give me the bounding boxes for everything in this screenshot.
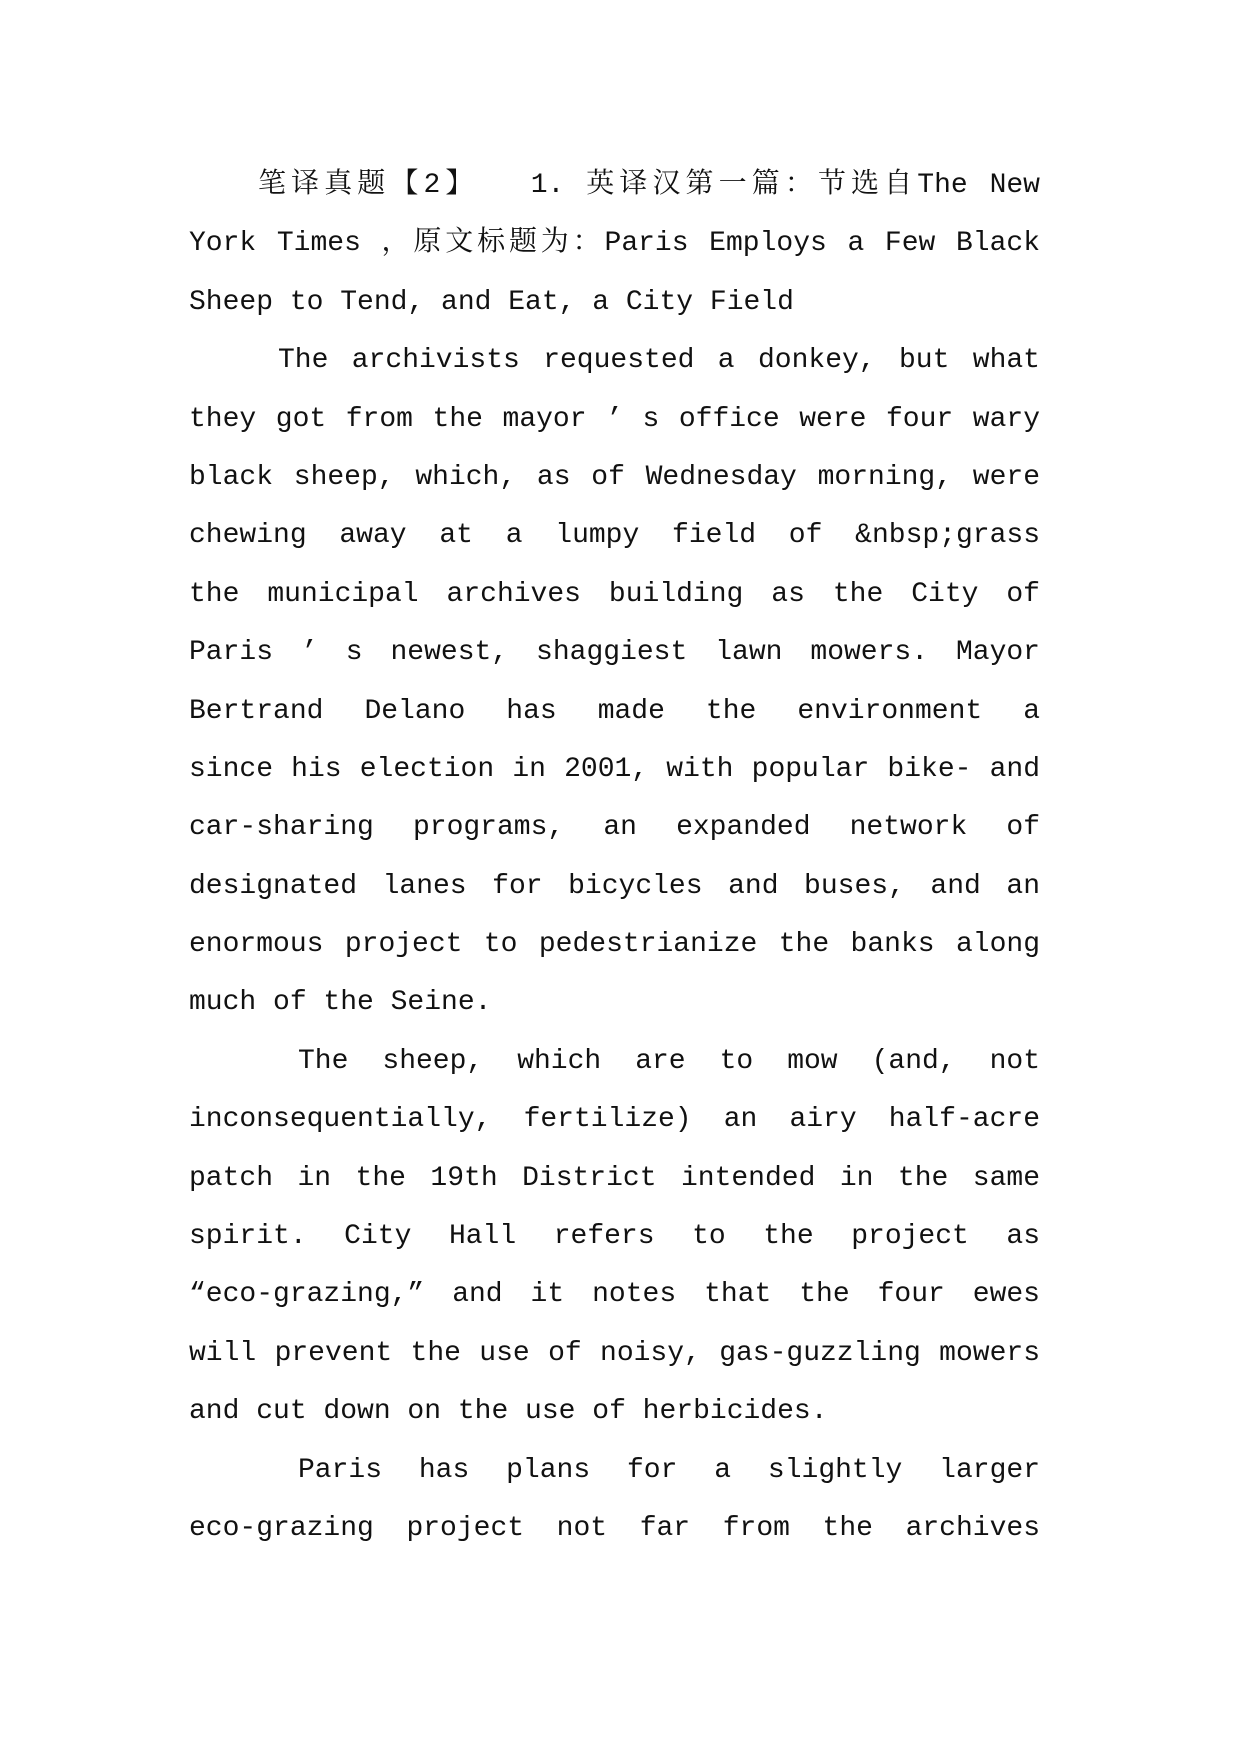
heading-text: Sheep to Tend, and Eat, a City Field [189,286,794,318]
line-text: since his election in 2001, with popular bike- and [189,753,1040,785]
paragraph-line [189,449,1040,507]
heading-line [189,274,1040,332]
paragraph-line [189,916,1040,974]
paragraph-line [189,624,1040,682]
line-text: The sheep, which are to mow (and, not [298,1045,1040,1077]
line-text: inconsequentially, fertilize) an airy half-acre [189,1104,1040,1136]
line-text: chewing away at a lumpy field of &nbsp;grass [189,520,1040,552]
paragraph-line [189,1500,1040,1558]
paragraph-line [189,1091,1040,1149]
paragraph-line [189,1325,1040,1383]
line-text: Bertrand Delano has made the environment a [189,695,1040,727]
heading-line [189,157,1040,215]
paragraph-line [189,507,1040,565]
line-text: Paris ’ s newest, shaggiest lawn mowers. Mayor [189,637,1040,669]
document-body [189,157,1040,1558]
paragraph-1 [189,332,1040,1033]
paragraph-line [189,1383,1040,1441]
paragraph-line [189,974,1040,1032]
line-text: “eco-grazing,” and it notes that the four ewes [189,1279,1040,1311]
line-text: much of the Seine. [189,987,492,1019]
line-text: patch in the 19th District intended in the same [189,1162,1040,1194]
paragraph-line [189,1442,1040,1500]
paragraph-3 [189,1442,1040,1559]
line-text: enormous project to pedestrianize the banks along [189,929,1040,961]
paragraph-line [189,1150,1040,1208]
line-text: The archivists requested a donkey, but what [278,345,1040,377]
paragraph-2 [189,1033,1040,1442]
line-text: designated lanes for bicycles and buses, and an [189,870,1040,902]
paragraph-line [189,391,1040,449]
line-text: will prevent the use of noisy, gas-guzzling mowers [189,1337,1040,1369]
paragraph-line [189,683,1040,741]
heading-text: York Times ，原文标题为：Paris Employs a Few Black [189,228,1040,260]
line-text: the municipal archives building as the City of [189,578,1040,610]
heading-line [189,215,1040,273]
line-text: Paris has plans for a slightly larger [298,1454,1040,1486]
paragraph-line [189,566,1040,624]
line-text: they got from the mayor ’ s office were four wary [189,403,1040,435]
paragraph-line [189,1033,1040,1091]
heading-text: 笔译真题【2】 1. 英译汉第一篇：节选自The New [258,170,1040,201]
paragraph-line [189,858,1040,916]
line-text: black sheep, which, as of Wednesday morning, were [189,461,1040,493]
paragraph-line [189,1266,1040,1324]
line-text: eco-grazing project not far from the archives [189,1512,1040,1544]
paragraph-line [189,332,1040,390]
paragraph-line [189,1208,1040,1266]
line-text: and cut down on the use of herbicides. [189,1396,828,1428]
paragraph-line [189,799,1040,857]
paragraph-line [189,741,1040,799]
line-text: spirit. City Hall refers to the project as [189,1221,1040,1253]
line-text: car-sharing programs, an expanded network of [189,812,1040,844]
